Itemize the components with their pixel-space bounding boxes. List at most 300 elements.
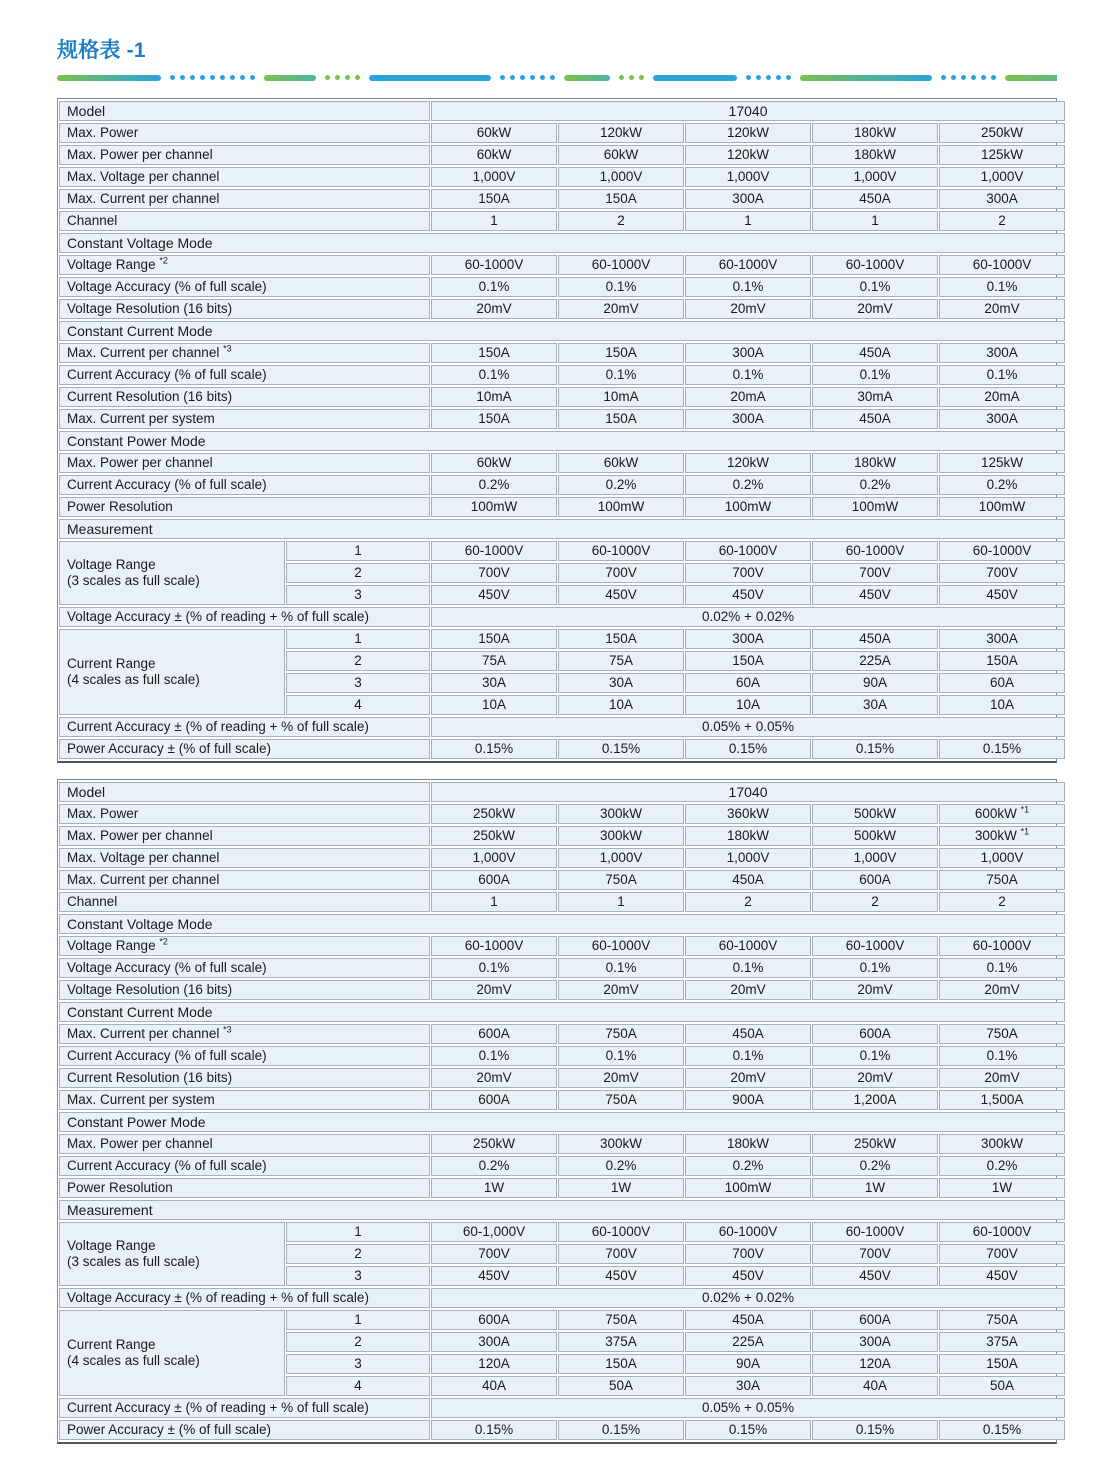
spec-value: 450A: [685, 870, 811, 890]
spec-value: 1,000V: [812, 167, 938, 187]
spec-table-2-table: [58, 780, 1066, 1442]
spec-value: 60-1000V: [558, 255, 684, 275]
spec-value: 0.1%: [558, 958, 684, 978]
spec-value: 30mA: [812, 387, 938, 407]
spec-value: 0.15%: [685, 1420, 811, 1440]
spec-value: 450A: [812, 189, 938, 209]
spec-value: 0.15%: [939, 1420, 1065, 1440]
spec-value: 60A: [685, 673, 811, 693]
spec-value: 600A: [431, 1310, 557, 1330]
spec-value: 450A: [685, 1310, 811, 1330]
spec-value: 10A: [685, 695, 811, 715]
table-row: [59, 1156, 1065, 1176]
spec-value: 1,000V: [431, 848, 557, 868]
spec-value: 500kW: [812, 804, 938, 824]
spec-value: 450V: [939, 585, 1065, 605]
table-row: [59, 1178, 1065, 1198]
section-header: Constant Power Mode: [59, 1112, 1065, 1132]
model-row: [59, 782, 1065, 802]
row-label: Max. Current per channel $^{*3}$: [59, 343, 430, 363]
spec-value: 100mW: [558, 497, 684, 517]
spec-value: 450A: [812, 629, 938, 649]
scale-index: 3: [286, 585, 430, 605]
group-label: Voltage Range (3 scales as full scale): [59, 1222, 285, 1286]
scale-index: 1: [286, 1222, 430, 1242]
spec-value: 20mV: [939, 1068, 1065, 1088]
section-row: [59, 1002, 1065, 1022]
spec-value: 60-1000V: [939, 1222, 1065, 1242]
table-row: [59, 826, 1065, 846]
spec-value: 700V: [812, 1244, 938, 1264]
spec-value: 1,000V: [939, 167, 1065, 187]
spec-value: 0.2%: [685, 475, 811, 495]
spec-value: 20mV: [939, 299, 1065, 319]
spec-value: 1,000V: [685, 167, 811, 187]
group-label: Current Range (4 scales as full scale): [59, 1310, 285, 1396]
spec-value: 60-1000V: [431, 541, 557, 561]
spec-value: 40A: [431, 1376, 557, 1396]
spec-value: 120kW: [558, 123, 684, 143]
spec-value: 225A: [685, 1332, 811, 1352]
row-label: Max. Power: [59, 123, 430, 143]
spec-value: 700V: [812, 563, 938, 583]
spec-value: 1: [685, 211, 811, 231]
spec-value: 30A: [812, 695, 938, 715]
table-row: [59, 1420, 1065, 1440]
spec-value: 60-1000V: [558, 936, 684, 956]
spec-value: 700V: [939, 1244, 1065, 1264]
spec-value: 180kW: [812, 123, 938, 143]
spec-value: 0.1%: [558, 1046, 684, 1066]
spec-value: 60A: [939, 673, 1065, 693]
spec-value: 60-1000V: [939, 541, 1065, 561]
spec-value: 60-1000V: [558, 1222, 684, 1242]
spec-value: 300kW: [558, 826, 684, 846]
spec-value: 60-1000V: [558, 541, 684, 561]
scale-index: 1: [286, 629, 430, 649]
spec-value: 700V: [685, 563, 811, 583]
row-label: Max. Current per system: [59, 1090, 430, 1110]
spec-value: 300A: [939, 343, 1065, 363]
table-row: [59, 870, 1065, 890]
spec-value: 700V: [558, 1244, 684, 1264]
row-label: Current Accuracy ± (% of reading + % of full scale): [59, 717, 430, 737]
row-label: Power Resolution: [59, 497, 430, 517]
spec-value: 60kW: [431, 453, 557, 473]
scale-index: 3: [286, 1354, 430, 1374]
row-label: Max. Power per channel: [59, 145, 430, 165]
spec-value: 600A: [431, 1090, 557, 1110]
group-row: [59, 1222, 1065, 1242]
scale-index: 4: [286, 695, 430, 715]
row-label: Voltage Accuracy (% of full scale): [59, 958, 430, 978]
spec-value: 0.1%: [812, 1046, 938, 1066]
spec-value: 60-1000V: [812, 1222, 938, 1242]
table-row: [59, 1068, 1065, 1088]
spec-value: 0.2%: [431, 475, 557, 495]
row-label: Max. Power per channel: [59, 1134, 430, 1154]
spec-value: 150A: [939, 1354, 1065, 1374]
section-row: [59, 431, 1065, 451]
spec-value-span: 0.05% + 0.05%: [431, 1398, 1065, 1418]
row-label: Current Accuracy (% of full scale): [59, 365, 430, 385]
spec-value: 250kW: [431, 826, 557, 846]
section-row: [59, 1200, 1065, 1220]
spec-value: 0.15%: [939, 739, 1065, 759]
scale-index: 2: [286, 1244, 430, 1264]
spec-value: 20mV: [685, 1068, 811, 1088]
row-label: Voltage Range $^{*2}$: [59, 936, 430, 956]
spec-value: 60-1000V: [685, 936, 811, 956]
scale-index: 3: [286, 673, 430, 693]
spec-value: 1,000V: [812, 848, 938, 868]
spec-value: 150A: [431, 189, 557, 209]
spec-value: 300A: [812, 1332, 938, 1352]
scale-index: 2: [286, 651, 430, 671]
spec-value: 20mV: [558, 1068, 684, 1088]
spec-value: 0.1%: [685, 277, 811, 297]
spec-value: 1,200A: [812, 1090, 938, 1110]
spec-value: 1,000V: [685, 848, 811, 868]
table-row-span: [59, 607, 1065, 627]
spec-value: 60-1000V: [939, 936, 1065, 956]
spec-value: 120A: [431, 1354, 557, 1374]
table-row: [59, 189, 1065, 209]
spec-value: 150A: [558, 189, 684, 209]
section-header: Constant Current Mode: [59, 321, 1065, 341]
spec-value: 0.2%: [812, 1156, 938, 1176]
spec-value: 1: [558, 892, 684, 912]
spec-value: 700V: [558, 563, 684, 583]
spec-value: 60kW: [558, 453, 684, 473]
spec-value: 1,000V: [431, 167, 557, 187]
model-label: Model: [59, 101, 430, 121]
scale-index: 3: [286, 1266, 430, 1286]
spec-value: 0.1%: [685, 958, 811, 978]
spec-value: 2: [939, 892, 1065, 912]
spec-value: 10mA: [558, 387, 684, 407]
spec-value: 100mW: [812, 497, 938, 517]
spec-value: 100mW: [685, 1178, 811, 1198]
spec-value: 180kW: [812, 145, 938, 165]
spec-value: 60-1000V: [812, 541, 938, 561]
spec-value: 450V: [812, 585, 938, 605]
spec-value: 250kW: [431, 804, 557, 824]
table-row: [59, 211, 1065, 231]
scale-index: 1: [286, 541, 430, 561]
spec-value: 450V: [431, 1266, 557, 1286]
spec-value: 0.15%: [685, 739, 811, 759]
table-row: [59, 277, 1065, 297]
spec-value: 10A: [939, 695, 1065, 715]
section-row: [59, 1112, 1065, 1132]
spec-value: 150A: [685, 651, 811, 671]
row-label: Current Accuracy ± (% of reading + % of full scale): [59, 1398, 430, 1418]
spec-value: 375A: [558, 1332, 684, 1352]
spec-value: 150A: [431, 629, 557, 649]
group-row: [59, 541, 1065, 561]
spec-value: 60kW: [431, 123, 557, 143]
group-row: [59, 1310, 1065, 1330]
spec-table-1-table: [58, 99, 1066, 761]
row-label: Max. Current per channel: [59, 189, 430, 209]
spec-value: 2: [812, 892, 938, 912]
spec-value: 20mV: [812, 980, 938, 1000]
spec-value: 450V: [939, 1266, 1065, 1286]
row-label: Voltage Range $^{*2}$: [59, 255, 430, 275]
row-label: Voltage Accuracy (% of full scale): [59, 277, 430, 297]
spec-value: 60kW: [431, 145, 557, 165]
spec-value: 0.1%: [431, 365, 557, 385]
spec-value: 250kW: [812, 1134, 938, 1154]
spec-value: 0.1%: [812, 277, 938, 297]
row-label: Current Accuracy (% of full scale): [59, 475, 430, 495]
model-row: [59, 101, 1065, 121]
table-row: [59, 848, 1065, 868]
spec-value: 450V: [812, 1266, 938, 1286]
spec-value: 0.1%: [939, 958, 1065, 978]
spec-value: 150A: [431, 409, 557, 429]
spec-value: 300A: [685, 409, 811, 429]
spec-value: 40A: [812, 1376, 938, 1396]
spec-value: 0.1%: [558, 277, 684, 297]
spec-value: 750A: [939, 870, 1065, 890]
spec-value: 150A: [939, 651, 1065, 671]
scale-index: 1: [286, 1310, 430, 1330]
spec-value: 0.1%: [558, 365, 684, 385]
table-row: [59, 739, 1065, 759]
spec-value: 1: [431, 211, 557, 231]
spec-value: 60-1000V: [685, 255, 811, 275]
spec-value: 450V: [431, 585, 557, 605]
group-label: Current Range (4 scales as full scale): [59, 629, 285, 715]
table-row-span: [59, 1288, 1065, 1308]
row-label: Max. Current per channel: [59, 870, 430, 890]
spec-tables-container: [57, 98, 1057, 1444]
row-label: Channel: [59, 211, 430, 231]
spec-value: 90A: [812, 673, 938, 693]
spec-value: 1: [812, 211, 938, 231]
section-header: Constant Voltage Mode: [59, 914, 1065, 934]
spec-value: 500kW: [812, 826, 938, 846]
spec-value: 0.2%: [431, 1156, 557, 1176]
row-label: Voltage Accuracy ± (% of reading + % of full scale): [59, 1288, 430, 1308]
spec-value: 450A: [685, 1024, 811, 1044]
scale-index: 2: [286, 563, 430, 583]
model-value: 17040: [431, 782, 1065, 802]
spec-value: 250kW: [431, 1134, 557, 1154]
spec-value: 20mA: [685, 387, 811, 407]
row-label: Current Resolution (16 bits): [59, 1068, 430, 1088]
table-row-span: [59, 717, 1065, 737]
spec-table-2: [57, 779, 1057, 1444]
spec-value: 0.1%: [431, 958, 557, 978]
spec-value: 75A: [431, 651, 557, 671]
spec-value: 20mV: [812, 1068, 938, 1088]
spec-value: 150A: [431, 343, 557, 363]
spec-value: 450A: [812, 409, 938, 429]
spec-value: 1W: [939, 1178, 1065, 1198]
row-label: Power Accuracy ± (% of full scale): [59, 1420, 430, 1440]
spec-value: 2: [939, 211, 1065, 231]
table-row: [59, 958, 1065, 978]
spec-value: 1W: [431, 1178, 557, 1198]
spec-value: 20mV: [431, 980, 557, 1000]
row-label: Voltage Accuracy ± (% of reading + % of full scale): [59, 607, 430, 627]
spec-value: 300A: [685, 629, 811, 649]
spec-value: 60-1000V: [939, 255, 1065, 275]
row-label: Max. Voltage per channel: [59, 167, 430, 187]
spec-value: 0.15%: [812, 739, 938, 759]
spec-value-span: 0.05% + 0.05%: [431, 717, 1065, 737]
spec-value: 600kW $^{*1}$: [939, 804, 1065, 824]
spec-value: 0.2%: [939, 475, 1065, 495]
spec-value: 0.15%: [812, 1420, 938, 1440]
group-label: Voltage Range (3 scales as full scale): [59, 541, 285, 605]
table-row: [59, 145, 1065, 165]
spec-value: 30A: [431, 673, 557, 693]
spec-value: 700V: [685, 1244, 811, 1264]
spec-value: 300A: [939, 189, 1065, 209]
row-label: Current Accuracy (% of full scale): [59, 1156, 430, 1176]
row-label: Channel: [59, 892, 430, 912]
row-label: Max. Power: [59, 804, 430, 824]
spec-value: 180kW: [685, 826, 811, 846]
spec-value: 10mA: [431, 387, 557, 407]
spec-value: 0.15%: [558, 739, 684, 759]
spec-value: 60-1000V: [812, 936, 938, 956]
table-row-span: [59, 1398, 1065, 1418]
spec-value: 450V: [558, 585, 684, 605]
spec-value: 30A: [685, 1376, 811, 1396]
spec-value: 750A: [558, 1024, 684, 1044]
row-label: Max. Power per channel: [59, 826, 430, 846]
table-row: [59, 1046, 1065, 1066]
spec-value: 0.1%: [685, 1046, 811, 1066]
spec-value: 120kW: [685, 453, 811, 473]
spec-value: 75A: [558, 651, 684, 671]
spec-value: 750A: [939, 1024, 1065, 1044]
row-label: Power Resolution: [59, 1178, 430, 1198]
table-row: [59, 299, 1065, 319]
spec-value: 750A: [558, 1090, 684, 1110]
spec-value: 60-1000V: [431, 936, 557, 956]
section-header: Constant Power Mode: [59, 431, 1065, 451]
spec-value: 100mW: [685, 497, 811, 517]
spec-value: 0.1%: [939, 1046, 1065, 1066]
spec-value: 1,000V: [558, 167, 684, 187]
spec-value: 100mW: [939, 497, 1065, 517]
spec-value: 0.1%: [812, 958, 938, 978]
spec-value: 125kW: [939, 145, 1065, 165]
table-row: [59, 475, 1065, 495]
spec-value: 300kW: [558, 1134, 684, 1154]
row-label: Voltage Resolution (16 bits): [59, 299, 430, 319]
spec-value: 120kW: [685, 123, 811, 143]
section-header: Constant Voltage Mode: [59, 233, 1065, 253]
spec-value: 0.15%: [431, 739, 557, 759]
spec-value: 20mV: [939, 980, 1065, 1000]
spec-value-span: 0.02% + 0.02%: [431, 607, 1065, 627]
table-row: [59, 365, 1065, 385]
spec-value: 20mV: [812, 299, 938, 319]
spec-value: 10A: [558, 695, 684, 715]
spec-value: 375A: [939, 1332, 1065, 1352]
table-row: [59, 980, 1065, 1000]
section-header: Constant Current Mode: [59, 1002, 1065, 1022]
spec-value: 180kW: [685, 1134, 811, 1154]
spec-value: 225A: [812, 651, 938, 671]
spec-value: 120A: [812, 1354, 938, 1374]
spec-value: 50A: [558, 1376, 684, 1396]
table-row: [59, 123, 1065, 143]
row-label: Power Accuracy ± (% of full scale): [59, 739, 430, 759]
spec-value: 300kW: [939, 1134, 1065, 1154]
spec-value: 20mV: [431, 299, 557, 319]
table-row: [59, 1134, 1065, 1154]
row-label: Max. Current per channel $^{*3}$: [59, 1024, 430, 1044]
table-row: [59, 497, 1065, 517]
page-title: 规格表 -1: [57, 39, 146, 62]
spec-table-1: [57, 98, 1057, 763]
row-label: Max. Current per system: [59, 409, 430, 429]
spec-value: 0.1%: [939, 365, 1065, 385]
spec-value: 0.15%: [558, 1420, 684, 1440]
spec-value: 0.1%: [685, 365, 811, 385]
spec-value: 600A: [431, 1024, 557, 1044]
section-row: [59, 321, 1065, 341]
spec-value: 180kW: [812, 453, 938, 473]
spec-value: 30A: [558, 673, 684, 693]
spec-value: 300A: [939, 409, 1065, 429]
spec-value: 60kW: [558, 145, 684, 165]
spec-value: 60-1000V: [431, 255, 557, 275]
spec-value: 1,000V: [939, 848, 1065, 868]
spec-value: 2: [558, 211, 684, 231]
spec-value: 600A: [812, 1024, 938, 1044]
spec-value: 300A: [685, 343, 811, 363]
scale-index: 4: [286, 1376, 430, 1396]
spec-value: 250kW: [939, 123, 1065, 143]
spec-value: 0.2%: [558, 1156, 684, 1176]
table-row: [59, 892, 1065, 912]
spec-value: 300kW $^{*1}$: [939, 826, 1065, 846]
spec-value: 125kW: [939, 453, 1065, 473]
spec-value: 150A: [558, 1354, 684, 1374]
spec-value: 60-1000V: [685, 541, 811, 561]
spec-value: 0.1%: [431, 277, 557, 297]
divider-decoration: [57, 74, 1057, 81]
scale-index: 2: [286, 1332, 430, 1352]
table-row: [59, 343, 1065, 363]
spec-value: 10A: [431, 695, 557, 715]
group-row: [59, 629, 1065, 649]
spec-value: 900A: [685, 1090, 811, 1110]
spec-value: 1W: [812, 1178, 938, 1198]
table-row: [59, 167, 1065, 187]
spec-value: 0.2%: [939, 1156, 1065, 1176]
spec-value: 100mW: [431, 497, 557, 517]
spec-value: 300kW: [558, 804, 684, 824]
spec-value: 150A: [558, 629, 684, 649]
table-row: [59, 453, 1065, 473]
spec-value: 450V: [685, 1266, 811, 1286]
table-row: [59, 804, 1065, 824]
model-label: Model: [59, 782, 430, 802]
spec-value: 60-1000V: [685, 1222, 811, 1242]
spec-value: 20mV: [558, 980, 684, 1000]
spec-value: 750A: [939, 1310, 1065, 1330]
